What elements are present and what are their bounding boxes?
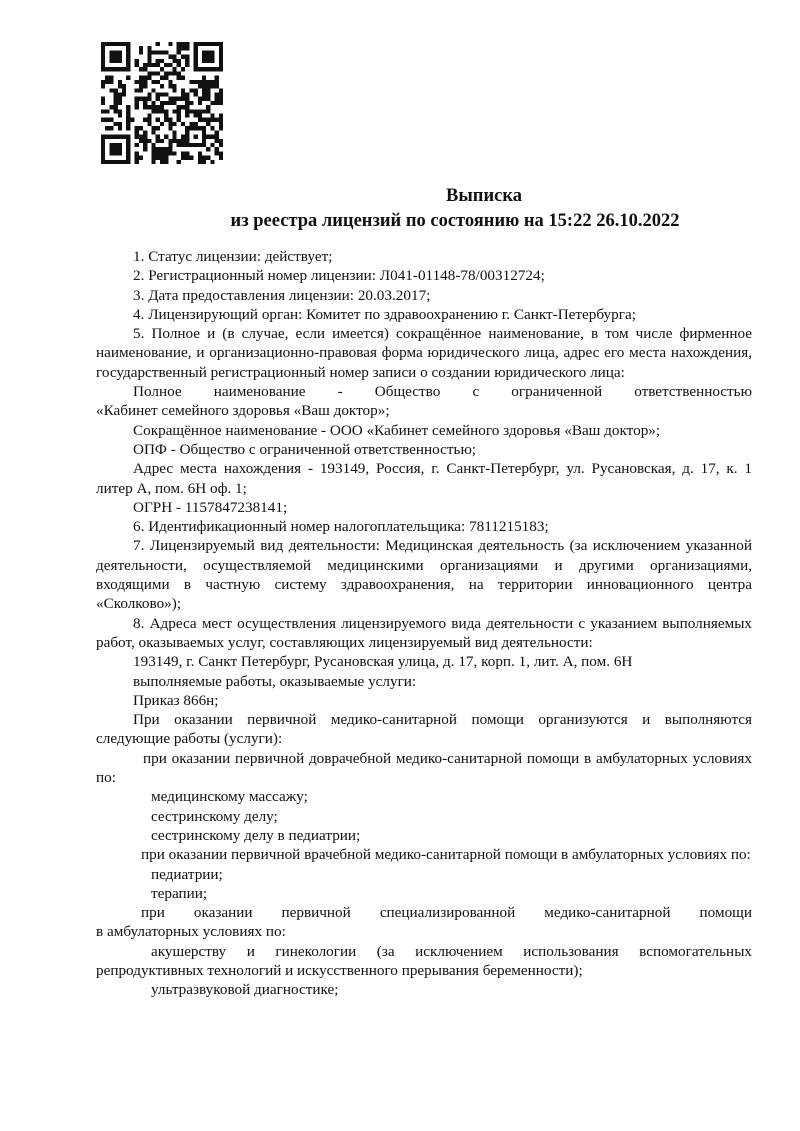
item-authority: 4. Лицензирующий орган: Комитет по здравоохранению г. Санкт-Петербурга; <box>133 305 636 323</box>
service-nursing: сестринскому делу; <box>151 807 278 825</box>
item-date: 3. Дата предоставления лицензии: 20.03.2017; <box>133 286 431 304</box>
special-care-word: оказании <box>193 904 253 922</box>
full-name-line <box>96 382 752 401</box>
full-name-word: с <box>472 383 480 401</box>
full-name-word: ограниченной <box>511 383 603 401</box>
full-name-word: наименование <box>213 383 306 401</box>
item-activity: 7. Лицензируемый вид деятельности: Медицинская деятельность (за исключением указанной деятельности, осуществляемой медицинскими организациями и другими организациями, входящими в частную систему здравоохранения, на территории инновационного центра «Сколково»); <box>96 537 752 613</box>
full-name-word: ответственностью <box>634 383 752 401</box>
service-nursing-pediatrics: сестринскому делу в педиатрии; <box>151 826 361 844</box>
item-names-heading: 5. Полное и (в случае, если имеется) сокращённое наименование, в том числе фирменное наименование, и организационно-правовая форма юридического лица, адрес его места нахождения, государственный регистрационный номер записи о создании юридического лица: <box>96 325 752 381</box>
item-status: 1. Статус лицензии: действует; <box>133 248 333 265</box>
service-massage: медицинскому массажу; <box>151 788 308 806</box>
document-subtitle: из реестра лицензий по состоянию на 15:22 26.10.2022 <box>230 211 680 231</box>
legal-address: Адрес места нахождения - 193149, Россия, г. Санкт-Петербург, ул. Русановская, д. 17, к. 1 литер А, пом. 6Н оф. 1; <box>96 460 752 497</box>
special-care-word: специализированной <box>379 904 516 922</box>
item-places-heading: 8. Адреса мест осуществления лицензируемого вида деятельности с указанием выполняемых работ, оказываемых услуг, составляющих лицензируемый вид деятельности: <box>96 614 752 651</box>
item-reg-number: 2. Регистрационный номер лицензии: Л041-01148-78/00312724; <box>133 267 545 285</box>
special-care-word: помощи <box>699 904 752 922</box>
item-inn: 6. Идентификационный номер налогоплательщика: 7811215183; <box>133 518 549 536</box>
primary-care-intro: При оказании первичной медико-санитарной помощи организуются и выполняются следующие работы (услуги): <box>96 711 752 748</box>
title-block <box>96 184 754 234</box>
vrach-care: при оказании первичной врачебной медико-санитарной помощи в амбулаторных условиях по: <box>141 846 751 864</box>
prevrach-care: при оказании первичной доврачебной медико-санитарной помощи в амбулаторных условиях по: <box>96 749 752 787</box>
order-ref: Приказ 866н; <box>133 691 219 709</box>
ogrn: ОГРН - 1157847238141; <box>133 498 288 516</box>
full-name-word: Полное <box>133 383 182 401</box>
legal-form: ОПФ - Общество с ограниченной ответственностью; <box>133 440 477 458</box>
special-care-line <box>96 903 752 922</box>
short-name: Сокращённое наименование - ООО «Кабинет семейного здоровья «Ваш доктор»; <box>133 421 661 439</box>
full-name-word: - <box>337 383 343 401</box>
full-name-word: Общество <box>374 383 441 401</box>
special-care-continuation: в амбулаторных условиях по: <box>96 923 286 941</box>
special-care-word: первичной <box>281 904 351 922</box>
service-therapy: терапии; <box>151 884 208 902</box>
service-ultrasound: ультразвуковой диагностике; <box>151 981 339 999</box>
document-body <box>96 247 752 1000</box>
service-obstetrics: акушерству и гинекологии (за исключением использования вспомогательных репродуктивных технологий и искусственного прерывания беременности); <box>96 942 752 979</box>
full-name-continuation: «Кабинет семейного здоровья «Ваш доктор»; <box>96 402 390 420</box>
special-care-word: медико-санитарной <box>544 904 671 922</box>
place-address: 193149, г. Санкт Петербург, Русановская улица, д. 17, корп. 1, лит. А, пом. 6Н <box>133 653 633 671</box>
special-care-word: при <box>141 904 165 922</box>
service-pediatrics: педиатрии; <box>151 865 223 883</box>
document-title: Выписка <box>446 186 522 206</box>
qr-code[interactable] <box>101 42 223 164</box>
works-label: выполняемые работы, оказываемые услуги: <box>133 672 417 690</box>
